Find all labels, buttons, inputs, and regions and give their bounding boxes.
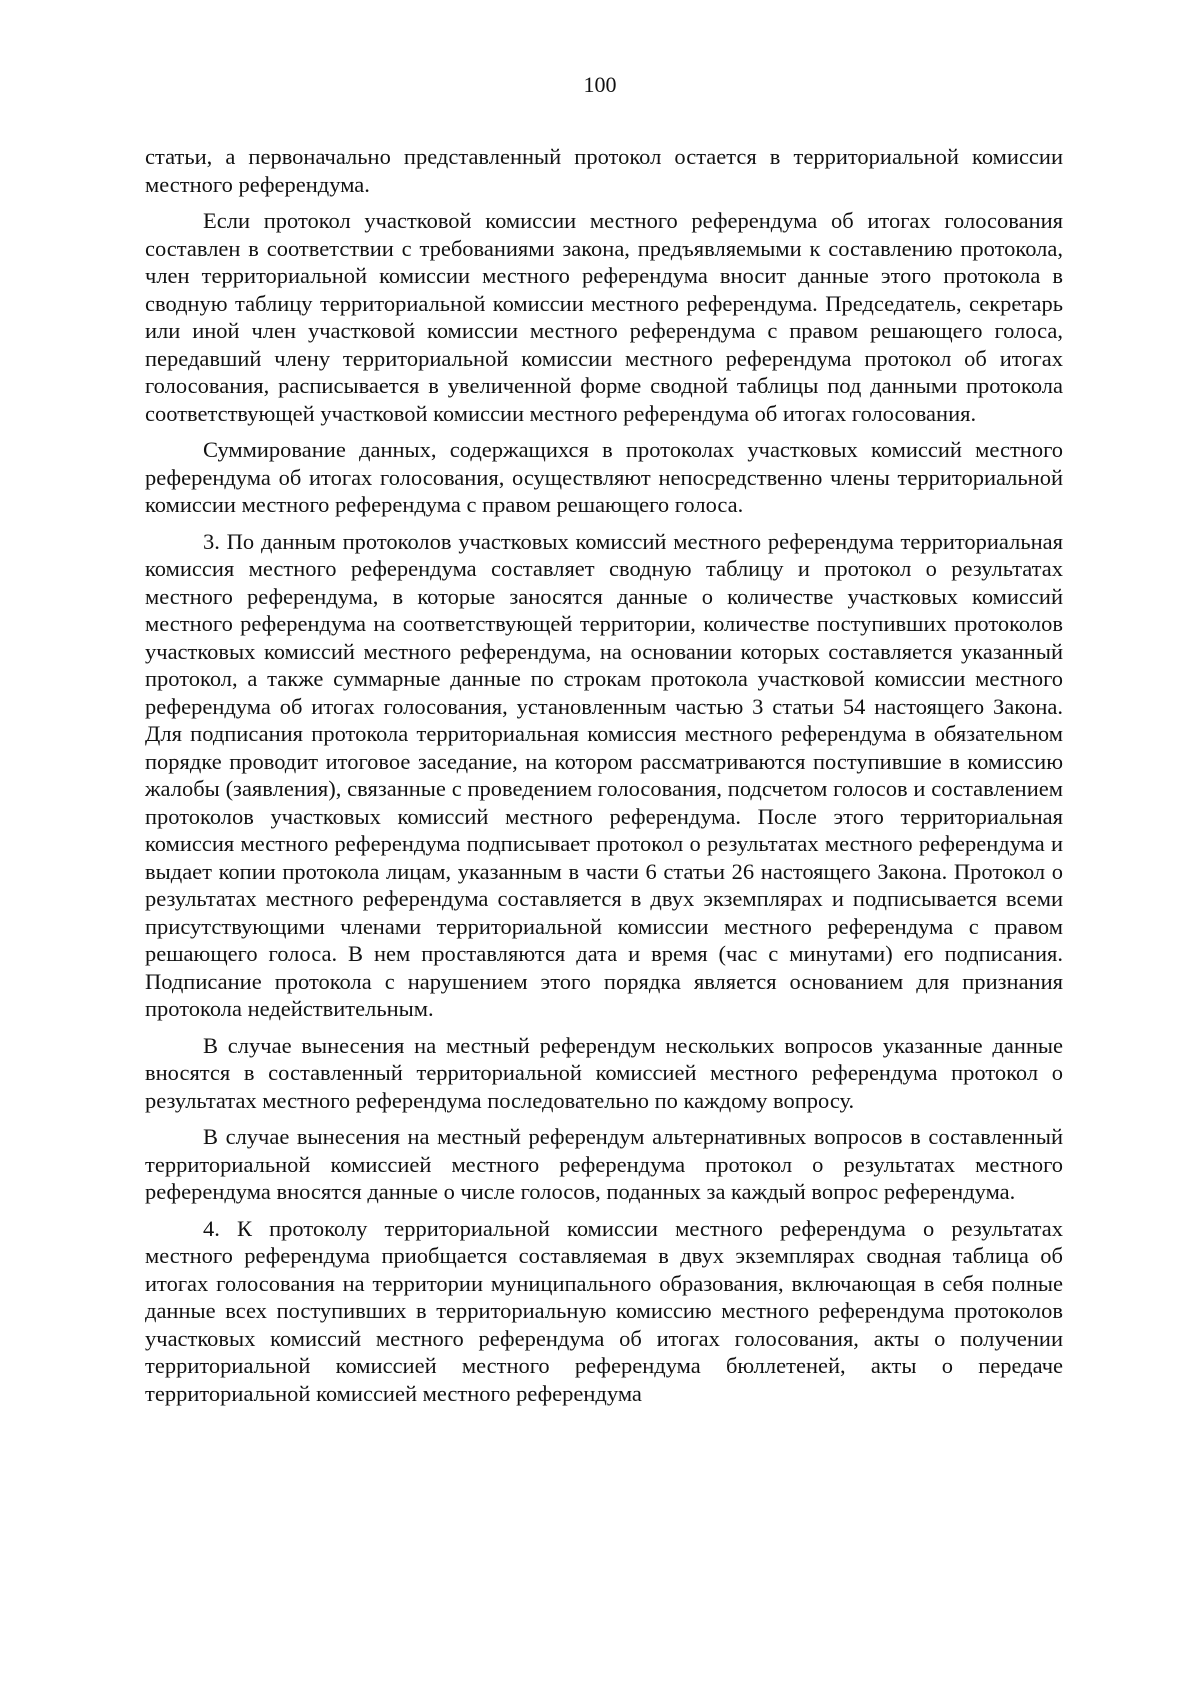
paragraph-data-summation: Суммирование данных, содержащихся в протоколах участковых комиссий местного референдума об итогах голосования, осуществляют непосредственно члены территориальной комиссии местного референдума с правом решающего голоса. — [145, 437, 1063, 517]
paragraph-protocol-entry: Если протокол участковой комиссии местного референдума об итогах голосования составлен в соответствии с требованиями закона, предъявляемыми к составлению протокола, член территориальной комиссии местного референдума вносит данные этого протокола в сводную таблицу территориальной комиссии местного референдума. Председатель, секретарь или иной член участковой комиссии местного референдума с правом решающего голоса, передавший члену территориальной комиссии местного референдума протокол об итогах голосования, расписывается в увеличенной форме сводной таблицы под данными протокола соответствующей участковой комиссии местного референдума об итогах голосования. — [145, 208, 1063, 426]
paragraph-item-3: 3. По данным протоколов участковых комиссий местного референдума территориальная комиссия местного референдума составляет сводную таблицу и протокол о результатах местного референдума, в которые заносятся данные о количестве участковых комиссий местного референдума на соответствующей территории, количестве поступивших протоколов участковых комиссий местного референдума, на основании которых составляется указанный протокол, а также суммарные данные по строкам протокола участковой комиссии местного референдума об итогах голосования, установленным частью 3 статьи 54 настоящего Закона. Для подписания протокола территориальная комиссия местного референдума в обязательном порядке проводит итоговое заседание, на котором рассматриваются поступившие в комиссию жалобы (заявления), связанные с проведением голосования, подсчетом голосов и составлением протоколов участковых комиссий местного референдума. После этого территориальная комиссия местного референдума подписывает протокол о результатах местного референдума и выдает копии протокола лицам, указанным в части 6 статьи 26 настоящего Закона. Протокол о результатах местного референдума составляется в двух экземплярах и подписывается всеми присутствующими членами территориальной комиссии местного референдума с правом решающего голоса. В нем проставляются дата и время (час с минутами) его подписания. Подписание протокола с нарушением этого порядка является основанием для признания протокола недействительным. — [145, 528, 1063, 1021]
paragraph-alternative-questions: В случае вынесения на местный референдум альтернативных вопросов в составленный территориальной комиссией местного референдума протокол о результатах местного референдума вносятся данные о числе голосов, поданных за каждый вопрос референдума. — [145, 1124, 1063, 1204]
page-number: 100 — [583, 72, 617, 97]
paragraph-continuation: статьи, а первоначально представленный протокол остается в территориальной комиссии местного референдума. — [145, 144, 1063, 197]
paragraph-item-4: 4. К протоколу территориальной комиссии местного референдума о результатах местного референдума приобщается составляемая в двух экземплярах сводная таблица об итогах голосования на территории муниципального образования, включающая в себя полные данные всех поступивших в территориальную комиссию местного референдума протоколов участковых комиссий местного референдума об итогах голосования, акты о получении территориальной комиссией местного референдума бюллетеней, акты о передаче территориальной комиссией местного референдума — [145, 1215, 1063, 1406]
paragraph-multiple-questions: В случае вынесения на местный референдум нескольких вопросов указанные данные вносятся в составленный территориальной комиссией местного референдума протокол о результатах местного референдума последовательно по каждому вопросу. — [145, 1032, 1063, 1113]
document-body — [145, 143, 1063, 1416]
